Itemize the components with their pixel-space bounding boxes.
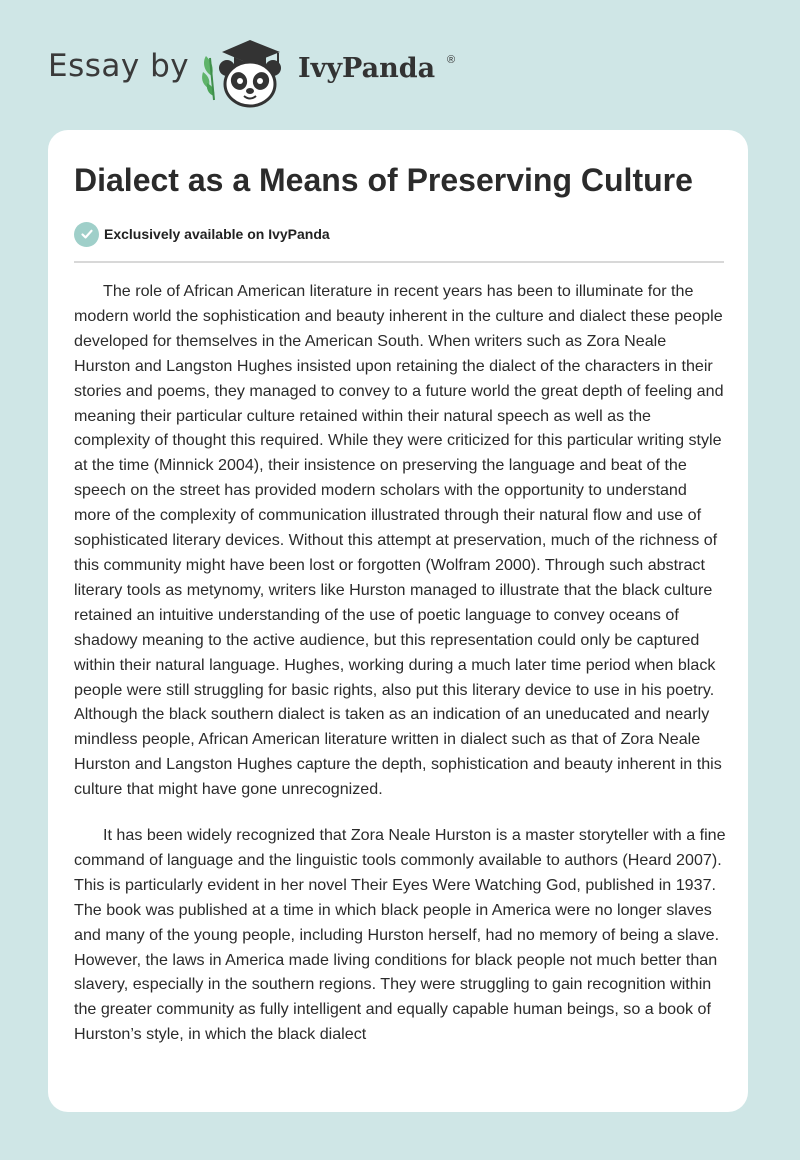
panda-graduate-logo-icon [200, 38, 292, 110]
logo-wordmark[interactable]: IvyPanda [298, 53, 436, 84]
essay-by-label: Essay by [48, 48, 190, 84]
essay-body [74, 279, 726, 1068]
badge-label: Exclusively available on IvyPanda [104, 226, 330, 242]
paragraph: It has been widely recognized that Zora Neale Hurston is a master storyteller with a fine command of language and the linguistic tools commonly available to authors (Heard 2007). This is particularly evident in her novel Their Eyes Were Watching God, published in 1937. The book was published at a time in which black people in America were no longer slaves and many of the young people, including Hurston herself, had no memory of being a slave. However, the laws in America made living conditions for black people not much better than slavery, especially in the southern regions. They were struggling to gain recognition within the greater community as fully intelligent and equally capable human beings, so a book of Hurston’s style, in which the black dialect [74, 826, 726, 1044]
registered-mark: ® [447, 54, 456, 66]
divider [74, 261, 724, 263]
exclusive-badge [74, 221, 330, 247]
paragraph: The role of African American literature in recent years has been to illuminate for the modern world the sophistication and beauty inherent in the culture and dialect these people developed for themselves in the American South. When writers such as Zora Neale Hurston and Langston Hughes insisted upon retaining the dialect of the characters in their stories and poems, they managed to convey to a future world the great depth of feeling and meaning their particular culture retained within their natural speech as well as the complexity of thought this required. While they were criticized for this particular writing style at the time (Minnick 2004), their insistence on preserving the language and beat of the speech on the street has provided modern scholars with the opportunity to understand more of the complexity of communication illustrated through their natural flow and use of sophisticated literary devices. Without this attempt at preservation, much of the richness of this community might have been lost or forgotten (Wolfram 2000). Through such abstract literary tools as metynomy, writers like Hurston managed to illustrate that the black culture retained an intuitive understanding of the use of poetic language to convey oceans of shadowy meaning to the active audience, but this representation could only be captured within their natural language. Hughes, working during a much later time period when black people were still struggling for basic rights, also put this literary device to use in his poetry. Although the black southern dialect is taken as an indication of an uneducated and nearly mindless people, African American literature written in dialect such as that of Zora Neale Hurston and Langston Hughes capture the depth, sophistication and beauty inherent in this culture that might have gone unrecognized. [74, 282, 724, 799]
essay-card [48, 130, 748, 1112]
check-icon [74, 222, 99, 247]
essay-title: Dialect as a Means of Preserving Culture [74, 162, 693, 198]
site-header [0, 0, 800, 130]
